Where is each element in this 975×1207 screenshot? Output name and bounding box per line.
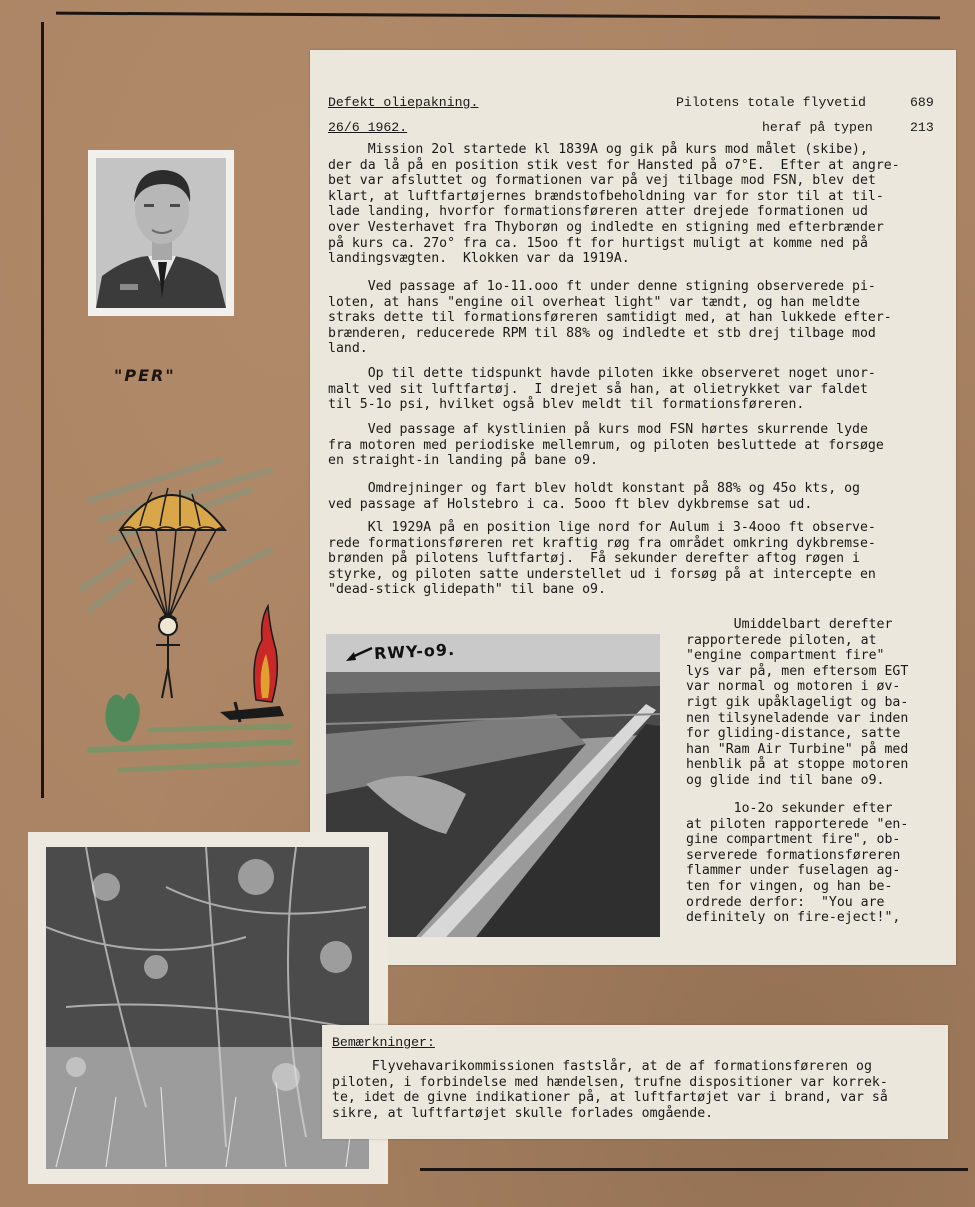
arrow-icon (344, 644, 374, 664)
report-paragraph-4: Ved passage af kystlinien på kurs mod FSN hørtes skurrende lyde fra motoren med periodiske mellemrum, og piloten besluttede at forsøge en straight-in landing på bane o9. (328, 422, 884, 469)
report-paragraph-2: Ved passage af 1o-11.ooo ft under denne stigning observerede pi- loten, at hans "engine oil overheat light" var tændt, og han meldte straks dette til formationsføreren samtidigt med, at han lukkede efter- brænderen, reducerede RPM til 88% og indledte et stb drej tilbage mod land. (328, 279, 892, 357)
parachute-canopy (120, 495, 225, 530)
side-paragraph-2: 1o-2o sekunder efter at piloten rapporterede "en- gine compartment fire", ob- serverede formationsføreren flammer under fuselagen ag- ten for vingen, og han be- ordrede derfor: "You are definitely on fire-eject!", (686, 801, 909, 926)
report-date: 26/6 1962. (328, 120, 408, 135)
pilot-portrait-photo (96, 158, 226, 308)
portrait-photo-frame (88, 150, 234, 316)
crash-site-photo (46, 847, 369, 1169)
type-time-value: 213 (910, 120, 934, 135)
per-caption: "PER" (114, 366, 176, 385)
remarks-text: Flyvehavarikommissionen fastslår, at de af formationsføreren og piloten, i forbindelse med hændelsen, trufne dispositioner var korrek- te, idet de givne indikationer på, at luftfartøjet var i brand, var så sikre, at luftfartøjet skulle forlades omgående. (332, 1059, 888, 1121)
wreck-fire-drawing (220, 606, 284, 722)
report-paragraph-3: Op til dette tidspunkt havde piloten ikke observeret noget unor- malt ved sit luftfartøj. I drejet så han, at olietrykket var faldet til 5-1o psi, hvilket også blev meldt til formationsføreren. (328, 366, 876, 413)
type-time-label: heraf på typen (762, 120, 873, 135)
bottom-border-line (420, 1168, 968, 1171)
report-paragraph-6: Kl 1929A på en position lige nord for Aulum i 3-4ooo ft observe- rede formationsføreren ret kraftig røg fra området omkring dykbremse- brønden på pilotens luftfartøj. Få sekunder derefter aftog røgen i styrke, og piloten satte understellet ud i forsøg på at intercepte en "dead-stick glidepath" til bane o9. (328, 520, 876, 598)
flight-time-value: 689 (910, 95, 934, 110)
side-paragraph-1: Umiddelbart derefter rapporterede piloten, at "engine compartment fire" lys var på, men eftersom EGT var normal og motoren i øv- rigt gik upåklageligt og ba- nen tilsyneladende var inden for gliding-distance, satte han "Ram Air Turbine" på med henblik på at stoppe motoren og glide ind til bane o9. (686, 617, 909, 788)
left-border-line (41, 22, 44, 798)
runway-annotation: RWY-o9. (373, 639, 456, 664)
parachute-drawing (80, 440, 300, 790)
report-paragraph-1: Mission 2ol startede kl 1839A og gik på kurs mod målet (skibe), der da lå på en position stik vest for Hansted på o7°E. Efter at angre- bet var afsluttet og formationen var på vej tilbage mod FSN, blev det klart, at luftfartøjernes brændstofbeholdning var for stor til at til- lade landing, hvorfor formationsføreren atter drejede formationen ud over Vesterhavet fra Thyborøn og indledte en stigning med efterbrænder på kurs ca. 27o° fra ca. 15oo ft for hurtigst muligt at komme ned på landingsvægten. Klokken var da 1919A. (328, 142, 900, 267)
ground-drawing (90, 693, 300, 770)
remarks-heading: Bemærkninger: (332, 1035, 435, 1050)
report-title: Defekt oliepakning. (328, 95, 479, 110)
report-sheet (310, 50, 956, 965)
remarks-sheet (322, 1025, 948, 1139)
flight-time-label: Pilotens totale flyvetid (676, 95, 866, 110)
stick-figure-pilot (156, 616, 180, 698)
report-paragraph-5: Omdrejninger og fart blev holdt konstant på 88% og 45o kts, og ved passage af Holstebro i ca. 5ooo ft blev dykbremse sat ud. (328, 481, 860, 512)
